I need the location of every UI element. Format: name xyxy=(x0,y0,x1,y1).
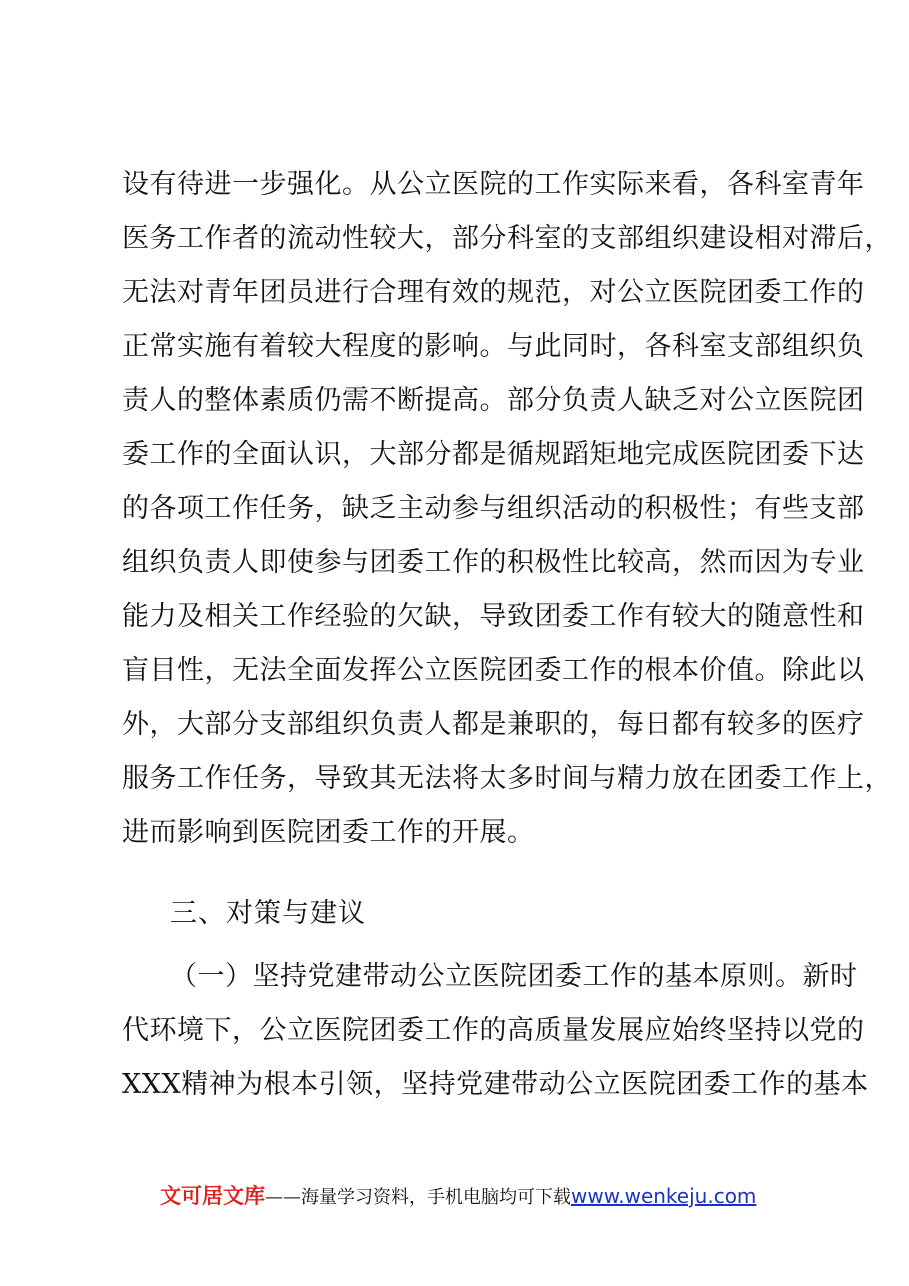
footer-url-link[interactable]: www.wenkeju.com xyxy=(571,1184,757,1208)
body-line: 责人的整体素质仍需不断提高。部分负责人缺乏对公立医院团 xyxy=(122,385,865,416)
footer-dash: —— xyxy=(265,1187,301,1208)
body-line: 外，大部分支部组织负责人都是兼职的，每日都有较多的医疗 xyxy=(122,709,865,740)
body-line: 委工作的全面认识，大部分都是循规蹈矩地完成医院团委下达 xyxy=(122,439,865,470)
footer-slogan: 海量学习资料，手机电脑均可下载 xyxy=(301,1187,571,1208)
body-line: 无法对青年团员进行合理有效的规范，对公立医院团委工作的 xyxy=(122,277,865,308)
body-line: （一）坚持党建带动公立医院团委工作的基本原则。新时 xyxy=(170,961,858,992)
body-line: 能力及相关工作经验的欠缺，导致团委工作有较大的随意性和 xyxy=(122,601,865,632)
body-line: 组织负责人即使参与团委工作的积极性比较高，然而因为专业 xyxy=(122,547,865,578)
body-line: 服务工作任务，导致其无法将太多时间与精力放在团委工作上， xyxy=(122,763,892,794)
body-line: 代环境下，公立医院团委工作的高质量发展应始终坚持以党的 xyxy=(122,1015,865,1046)
body-line: 正常实施有着较大程度的影响。与此同时，各科室支部组织负 xyxy=(122,331,865,362)
body-line: 医务工作者的流动性较大，部分科室的支部组织建设相对滞后， xyxy=(122,223,892,254)
section-heading: 三、对策与建议 xyxy=(170,898,366,929)
footer-banner xyxy=(160,1182,756,1212)
body-line: 设有待进一步强化。从公立医院的工作实际来看，各科室青年 xyxy=(122,169,865,200)
footer-brand: 文可居文库 xyxy=(160,1184,265,1208)
body-line: 进而影响到医院团委工作的开展。 xyxy=(122,817,535,848)
body-line: 的各项工作任务，缺乏主动参与组织活动的积极性；有些支部 xyxy=(122,493,865,524)
body-line: 盲目性，无法全面发挥公立医院团委工作的根本价值。除此以 xyxy=(122,655,865,686)
body-line: XXX精神为根本引领，坚持党建带动公立医院团委工作的基本 xyxy=(122,1069,869,1100)
